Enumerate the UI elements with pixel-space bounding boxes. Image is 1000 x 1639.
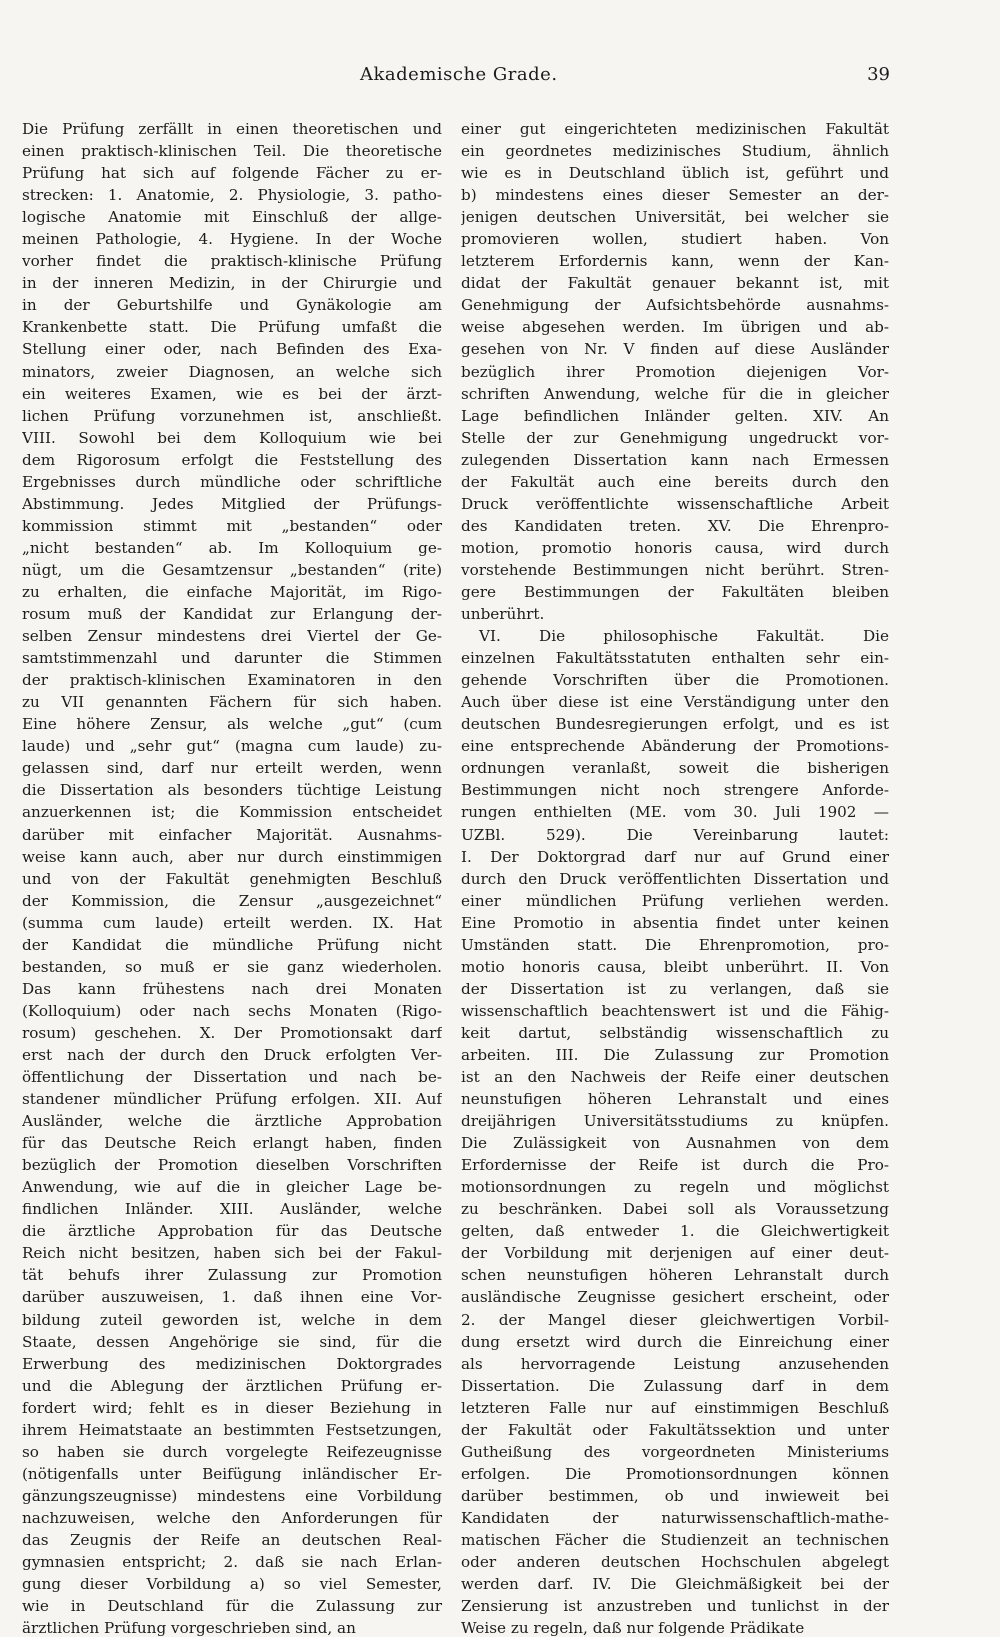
text-line: gelten, daß entweder 1. die Gleichwertigkeit: [461, 1222, 889, 1241]
text-line: wie in Deutschland für die Zulassung zur: [22, 1597, 442, 1616]
text-line: die ärztliche Approbation für das Deutsche: [22, 1222, 442, 1241]
text-line: der Fakultät oder Fakultätssektion und unter: [461, 1420, 889, 1439]
text-line: lichen Prüfung vorzunehmen ist, anschließt.: [22, 406, 442, 425]
text-line: einzelnen Fakultätsstatuten enthalten sehr ein-: [461, 649, 889, 668]
text-line: Eine Promotio in absentia findet unter keinen: [461, 913, 889, 932]
text-line: letzterem Erfordernis kann, wenn der Kan-: [461, 252, 889, 271]
text-line: ist an den Nachweis der Reife einer deutschen: [461, 1068, 889, 1087]
text-line: als hervorragende Leistung anzusehenden: [461, 1354, 889, 1373]
text-line: schriften Anwendung, welche für die in gleicher: [461, 384, 889, 403]
text-line: Erwerbung des medizinischen Doktorgrades: [22, 1354, 442, 1373]
text-line: Das kann frühestens nach drei Monaten: [22, 979, 442, 998]
text-line: zu erhalten, die einfache Majorität, im Rigo-: [22, 582, 442, 601]
text-line: erst nach der durch den Druck erfolgten Ver-: [22, 1045, 442, 1064]
text-line: der Vorbildung mit derjenigen auf einer deut-: [461, 1244, 889, 1263]
text-line: Druck veröffentlichte wissenschaftliche Arbeit: [461, 494, 889, 513]
text-line: Weise zu regeln, daß nur folgende Prädikate: [461, 1619, 805, 1638]
text-line: dem Rigorosum erfolgt die Feststellung des: [22, 450, 442, 469]
text-line: des Kandidaten treten. XV. Die Ehrenpro-: [461, 516, 889, 535]
text-line: ordnungen veranlaßt, soweit die bisherigen: [461, 759, 889, 778]
text-line: gehende Vorschriften über die Promotionen.: [461, 671, 889, 690]
text-line: strecken: 1. Anatomie, 2. Physiologie, 3. patho-: [22, 186, 442, 205]
text-line: oder anderen deutschen Hochschulen abgelegt: [461, 1553, 889, 1572]
text-line: eine entsprechende Abänderung der Promotions-: [461, 737, 889, 756]
text-line: neunstufigen höheren Lehranstalt und eines: [461, 1090, 889, 1109]
text-line: rosum muß der Kandidat zur Erlangung der-: [22, 605, 442, 624]
text-line: erfolgen. Die Promotionsordnungen können: [461, 1464, 889, 1483]
text-line: zu VII genannten Fächern für sich haben.: [22, 693, 442, 712]
text-line: bezüglich ihrer Promotion diejenigen Vor-: [461, 362, 889, 381]
text-line: gesehen von Nr. V finden auf diese Ausländer: [461, 340, 889, 359]
text-line: gänzungszeugnisse) mindestens eine Vorbildung: [22, 1486, 442, 1505]
text-line: bestanden, so muß er sie ganz wiederholen.: [22, 957, 442, 976]
text-line: didat der Fakultät genauer bekannt ist, mit: [461, 274, 889, 293]
text-line: standener mündlicher Prüfung erfolgen. XII. Auf: [22, 1090, 442, 1109]
text-line: (nötigenfalls unter Beifügung inländischer Er-: [22, 1464, 442, 1483]
text-line: deutschen Bundesregierungen erfolgt, und es ist: [461, 715, 889, 734]
text-line: weise abgesehen werden. Im übrigen und ab-: [461, 318, 889, 337]
text-line: „nicht bestanden“ ab. Im Kolloquium ge-: [22, 538, 442, 557]
text-line: der praktisch-klinischen Examinatoren in den: [22, 671, 442, 690]
text-line: und von der Fakultät genehmigten Beschluß: [22, 869, 442, 888]
text-line: Staate, dessen Angehörige sie sind, für die: [22, 1332, 442, 1351]
text-line: bezüglich der Promotion dieselben Vorschriften: [22, 1156, 442, 1175]
text-line: fordert wird; fehlt es in dieser Beziehung in: [22, 1398, 442, 1417]
text-line: b) mindestens eines dieser Semester an der-: [461, 186, 889, 205]
text-line: laude) und „sehr gut“ (magna cum laude) zu-: [22, 737, 442, 756]
text-line: samtstimmenzahl und darunter die Stimmen: [22, 649, 442, 668]
page-header: [0, 64, 1000, 94]
text-line: tät behufs ihrer Zulassung zur Promotion: [22, 1266, 442, 1285]
text-line: darüber auszuweisen, 1. daß ihnen eine Vor-: [22, 1288, 442, 1307]
text-line: der Kommission, die Zensur „ausgezeichnet“: [22, 891, 442, 910]
text-line: Abstimmung. Jedes Mitglied der Prüfungs-: [22, 494, 442, 513]
text-line: gere Bestimmungen der Fakultäten bleiben: [461, 582, 889, 601]
text-line: logische Anatomie mit Einschluß der allge-: [22, 208, 442, 227]
text-line: unberührt.: [461, 605, 545, 624]
text-line: jenigen deutschen Universität, bei welcher sie: [461, 208, 889, 227]
text-line: Stelle der zur Genehmigung ungedruckt vor-: [461, 428, 889, 447]
text-line: Stellung einer oder, nach Befinden des Exa-: [22, 340, 442, 359]
text-line: meinen Pathologie, 4. Hygiene. In der Woche: [22, 230, 442, 249]
text-line: das Zeugnis der Reife an deutschen Real-: [22, 1531, 442, 1549]
text-line: Eine höhere Zensur, als welche „gut“ (cum: [22, 715, 442, 734]
text-line: einen praktisch-klinischen Teil. Die theoretische: [22, 142, 442, 161]
text-line: findlichen Inländer. XIII. Ausländer, welche: [22, 1200, 442, 1219]
text-line: Ausländer, welche die ärztliche Approbation: [22, 1112, 442, 1131]
text-line: kommission stimmt mit „bestanden“ oder: [22, 516, 442, 535]
text-line: Die Prüfung zerfällt in einen theoretischen und: [22, 120, 442, 138]
text-line: gung dieser Vorbildung a) so viel Semester,: [22, 1575, 442, 1594]
page-number: 39: [867, 64, 890, 85]
text-line: einer mündlichen Prüfung verliehen werden.: [461, 891, 889, 910]
text-line: darüber bestimmen, ob und inwieweit bei: [461, 1486, 889, 1505]
text-line: der Kandidat die mündliche Prüfung nicht: [22, 935, 442, 954]
text-line: gymnasien entspricht; 2. daß sie nach Erlan-: [22, 1553, 442, 1572]
text-line: öffentlichung der Dissertation und nach be-: [22, 1068, 442, 1087]
text-line: (Kolloquium) oder nach sechs Monaten (Rigo-: [22, 1001, 442, 1020]
text-line: in der Geburtshilfe und Gynäkologie am: [22, 296, 442, 315]
text-line: Ergebnisses durch mündliche oder schriftliche: [22, 472, 442, 491]
text-line: ein geordnetes medizinisches Studium, ähnlich: [461, 142, 889, 161]
text-line: dung ersetzt wird durch die Einreichung einer: [461, 1332, 889, 1351]
text-line: Umständen statt. Die Ehrenpromotion, pro-: [461, 935, 889, 954]
text-line: Prüfung hat sich auf folgende Fächer zu er-: [22, 164, 442, 183]
text-line: Kandidaten der naturwissenschaftlich-mathe-: [461, 1508, 889, 1527]
text-line: die Dissertation als besonders tüchtige Leistung: [22, 781, 442, 800]
text-line: nachzuweisen, welche den Anforderungen für: [22, 1508, 442, 1527]
text-line: UZBl. 529). Die Vereinbarung lautet:: [461, 825, 889, 844]
text-line: arbeiten. III. Die Zulassung zur Promotion: [461, 1045, 889, 1064]
text-line: selben Zensur mindestens drei Viertel der Ge-: [22, 627, 442, 646]
text-line: ausländische Zeugnisse gesichert erscheint, oder: [461, 1288, 889, 1307]
text-line: letzteren Falle nur auf einstimmigen Beschluß: [461, 1398, 889, 1417]
text-line: minators, zweier Diagnosen, an welche sich: [22, 362, 442, 381]
text-line: Reich nicht besitzen, haben sich bei der Fakul-: [22, 1244, 442, 1263]
text-line: der Fakultät auch eine bereits durch den: [461, 472, 889, 491]
text-line: ihrem Heimatstaate an bestimmten Festsetzungen,: [22, 1420, 442, 1439]
text-line: so haben sie durch vorgelegte Reifezeugnisse: [22, 1442, 442, 1461]
text-line: motio honoris causa, bleibt unberührt. II. Von: [461, 957, 889, 976]
text-line: Die Zulässigkeit von Ausnahmen von dem: [461, 1134, 889, 1153]
text-line: promovieren wollen, studiert haben. Von: [461, 230, 889, 249]
text-line: in der inneren Medizin, in der Chirurgie und: [22, 274, 442, 293]
text-line: vorher findet die praktisch-klinische Prüfung: [22, 252, 442, 271]
text-line: Dissertation. Die Zulassung darf in dem: [461, 1376, 889, 1395]
right-text-column: [461, 118, 889, 1639]
text-line: Auch über diese ist eine Verständigung unter den: [461, 693, 889, 712]
text-line: durch den Druck veröffentlichten Dissertation und: [461, 869, 889, 888]
text-line: rosum) geschehen. X. Der Promotionsakt darf: [22, 1023, 442, 1042]
text-line: Lage befindlichen Inländer gelten. XIV. An: [461, 406, 889, 425]
left-text-column: [22, 118, 442, 1639]
text-line: dreijährigen Universitätsstudiums zu knüpfen.: [461, 1112, 889, 1131]
text-line: rungen enthielten (ME. vom 30. Juli 1902 —: [461, 803, 889, 822]
text-line: anzuerkennen ist; die Kommission entscheidet: [22, 803, 442, 822]
text-line: werden darf. IV. Die Gleichmäßigkeit bei der: [461, 1575, 889, 1594]
text-line: Erfordernisse der Reife ist durch die Pro-: [461, 1156, 889, 1175]
text-line: und die Ablegung der ärztlichen Prüfung er-: [22, 1376, 442, 1395]
text-line: keit dartut, selbständig wissenschaftlich zu: [461, 1023, 889, 1042]
text-line: wie es in Deutschland üblich ist, geführt und: [461, 164, 889, 183]
text-line: weise kann auch, aber nur durch einstimmigen: [22, 847, 442, 866]
text-line: Genehmigung der Aufsichtsbehörde ausnahms-: [461, 296, 889, 315]
text-line: darüber mit einfacher Majorität. Ausnahms-: [22, 825, 442, 844]
text-line: bildung zuteil geworden ist, welche in dem: [22, 1310, 442, 1329]
text-line: einer gut eingerichteten medizinischen Fakultät: [461, 120, 889, 138]
text-line: Gutheißung des vorgeordneten Ministeriums: [461, 1442, 889, 1461]
text-line: Zensierung ist anzustreben und tunlichst in der: [461, 1597, 889, 1616]
text-line: zu beschränken. Dabei soll als Voraussetzung: [461, 1200, 889, 1219]
text-line: VIII. Sowohl bei dem Kolloquium wie bei: [22, 428, 442, 447]
text-line: (summa cum laude) erteilt werden. IX. Hat: [22, 913, 442, 932]
text-line: der Dissertation ist zu verlangen, daß sie: [461, 979, 889, 998]
text-line: Anwendung, wie auf die in gleicher Lage be-: [22, 1178, 442, 1197]
text-line: vorstehende Bestimmungen nicht berührt. Stren-: [461, 560, 889, 579]
text-line: Krankenbette statt. Die Prüfung umfaßt die: [22, 318, 442, 337]
text-line: matischen Fächer die Studienzeit an technischen: [461, 1531, 889, 1549]
text-line: 2. der Mangel dieser gleichwertigen Vorbil-: [461, 1310, 889, 1329]
text-line: ein weiteres Examen, wie es bei der ärzt-: [22, 384, 442, 403]
text-line: gelassen sind, darf nur erteilt werden, wenn: [22, 759, 442, 778]
text-line: VI. Die philosophische Fakultät. Die: [479, 627, 889, 646]
text-line: wissenschaftlich beachtenswert ist und die Fähig-: [461, 1001, 889, 1020]
text-line: ärztlichen Prüfung vorgeschrieben sind, an: [22, 1619, 356, 1638]
text-line: motionsordnungen zu regeln und möglichst: [461, 1178, 889, 1197]
running-title: Akademische Grade.: [360, 64, 558, 85]
text-line: Bestimmungen nicht noch strengere Anforde-: [461, 781, 889, 800]
text-line: schen neunstufigen höheren Lehranstalt durch: [461, 1266, 889, 1285]
text-line: zulegenden Dissertation kann nach Ermessen: [461, 450, 889, 469]
text-line: für das Deutsche Reich erlangt haben, finden: [22, 1134, 442, 1153]
text-line: I. Der Doktorgrad darf nur auf Grund einer: [461, 847, 889, 866]
text-line: motion, promotio honoris causa, wird durch: [461, 538, 889, 557]
text-line: nügt, um die Gesamtzensur „bestanden“ (rite): [22, 560, 442, 579]
